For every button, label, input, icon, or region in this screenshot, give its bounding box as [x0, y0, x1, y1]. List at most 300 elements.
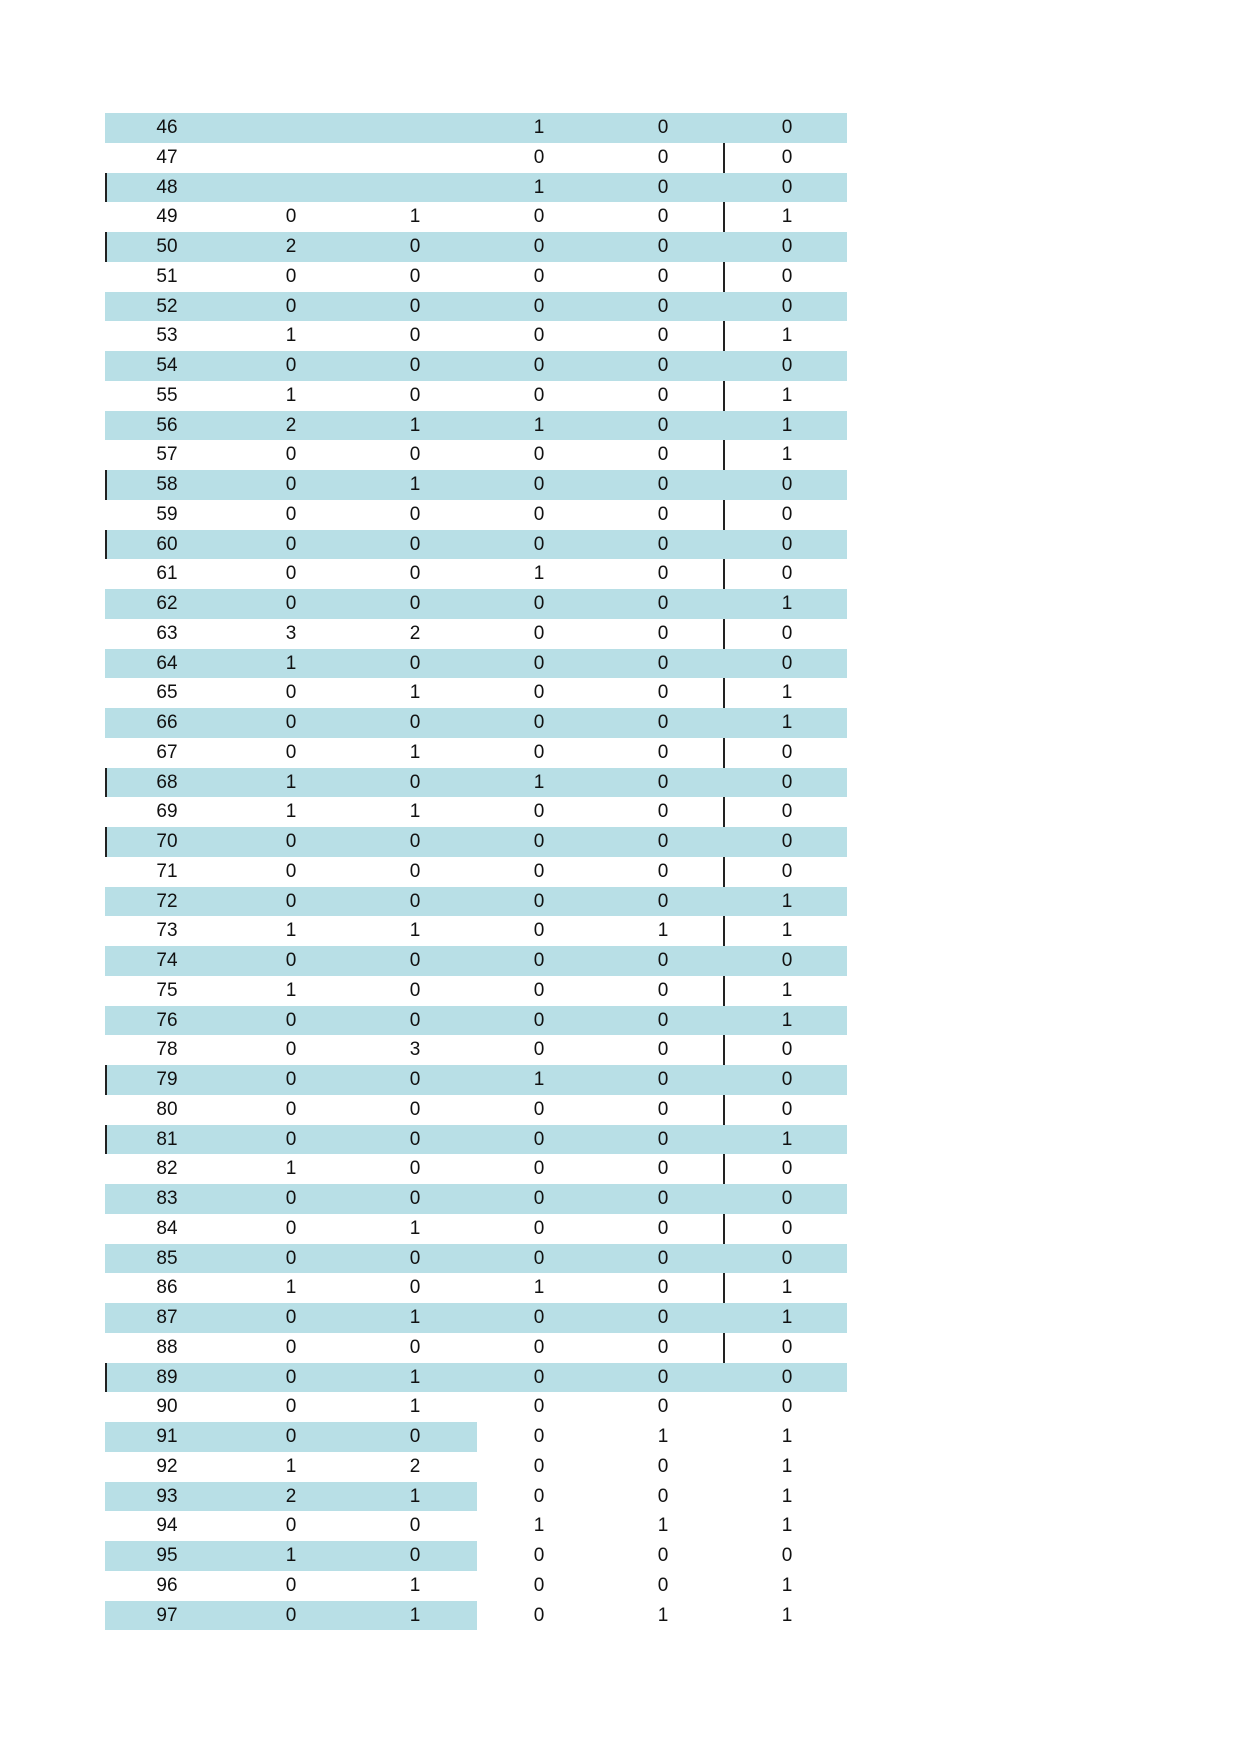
- value-cell: 1: [409, 801, 421, 823]
- value-cell: 0: [533, 1366, 545, 1388]
- row-number-cell: 53: [156, 325, 178, 347]
- table-row: [105, 887, 847, 917]
- table-row: [105, 1035, 847, 1065]
- value-cell: 0: [657, 206, 669, 228]
- value-cell: 0: [657, 1009, 669, 1031]
- value-cell: 0: [533, 593, 545, 614]
- value-cell: 0: [533, 920, 545, 942]
- value-cell: 0: [409, 1009, 421, 1031]
- row-number-cell: 88: [156, 1336, 178, 1358]
- value-cell: 0: [409, 652, 421, 674]
- value-cell: 1: [409, 1574, 421, 1596]
- table-row: [105, 827, 847, 857]
- value-cell: 0: [657, 1455, 669, 1477]
- value-cell: 0: [781, 1336, 793, 1358]
- value-cell: 0: [533, 533, 545, 555]
- value-cell: 1: [409, 414, 421, 436]
- value-cell: 0: [409, 593, 421, 614]
- row-number-cell: 69: [156, 801, 178, 823]
- value-cell: 0: [409, 1277, 421, 1299]
- table-row: [105, 738, 847, 768]
- table-row: [105, 232, 847, 262]
- value-cell: 0: [657, 593, 669, 614]
- value-cell: 0: [781, 355, 793, 376]
- table-row: [105, 768, 847, 798]
- table-row: [105, 262, 847, 292]
- value-cell: 0: [781, 1188, 793, 1209]
- value-cell: 1: [409, 920, 421, 942]
- value-cell: 1: [781, 206, 793, 228]
- value-cell: 0: [409, 563, 421, 585]
- value-cell: 0: [657, 831, 669, 852]
- value-cell: 0: [533, 146, 545, 168]
- value-cell: 0: [533, 741, 545, 763]
- value-cell: 0: [781, 1098, 793, 1120]
- value-cell: 0: [285, 860, 297, 882]
- value-cell: 1: [409, 1604, 421, 1626]
- value-cell: 0: [781, 1396, 793, 1418]
- value-cell: 0: [657, 1039, 669, 1061]
- value-cell: 0: [781, 533, 793, 555]
- value-cell: 0: [657, 652, 669, 674]
- value-cell: 1: [409, 206, 421, 228]
- row-number-cell: 61: [156, 563, 178, 585]
- row-number-cell: 94: [156, 1515, 178, 1537]
- value-cell: 0: [781, 1039, 793, 1061]
- value-cell: 0: [533, 1604, 545, 1626]
- value-cell: 1: [533, 1069, 545, 1090]
- table-row: [105, 292, 847, 322]
- value-cell: 0: [657, 1396, 669, 1418]
- value-cell: 0: [657, 146, 669, 168]
- value-cell: 0: [657, 1366, 669, 1388]
- value-cell: 0: [533, 236, 545, 257]
- value-cell: 0: [657, 1217, 669, 1239]
- value-cell: 0: [285, 1336, 297, 1358]
- value-cell: 0: [533, 831, 545, 852]
- value-cell: 0: [533, 1396, 545, 1418]
- value-cell: 0: [285, 712, 297, 733]
- value-cell: 0: [781, 146, 793, 168]
- value-cell: 0: [409, 1426, 421, 1447]
- value-cell: 0: [285, 533, 297, 555]
- value-cell: 0: [409, 355, 421, 376]
- row-number-cell: 52: [156, 295, 178, 317]
- value-cell: 1: [533, 414, 545, 436]
- value-cell: 0: [657, 682, 669, 704]
- value-cell: 0: [533, 474, 545, 495]
- value-cell: 0: [657, 414, 669, 436]
- value-cell: 0: [533, 712, 545, 733]
- value-cell: 1: [781, 1009, 793, 1031]
- value-cell: 0: [781, 265, 793, 287]
- table-row: [105, 470, 847, 500]
- table-row: [105, 351, 847, 381]
- value-cell: 0: [285, 890, 297, 912]
- value-cell: 0: [657, 533, 669, 555]
- row-number-cell: 93: [156, 1485, 178, 1507]
- table-row: [105, 1125, 847, 1155]
- value-cell: 1: [781, 1455, 793, 1477]
- table-row: [105, 1065, 847, 1095]
- value-cell: 1: [285, 920, 297, 942]
- table-row: [105, 1333, 847, 1363]
- value-cell: 0: [781, 622, 793, 644]
- value-cell: 0: [533, 355, 545, 376]
- table-row: [105, 321, 847, 351]
- value-cell: 0: [409, 890, 421, 912]
- row-number-cell: 89: [156, 1366, 178, 1388]
- value-cell: 1: [285, 771, 297, 793]
- row-number-cell: 64: [156, 652, 178, 674]
- value-cell: 2: [409, 622, 421, 644]
- value-cell: [353, 113, 477, 143]
- value-cell: 1: [781, 979, 793, 1001]
- row-number-cell: 70: [156, 831, 178, 852]
- value-cell: 1: [533, 176, 545, 198]
- value-cell: 0: [533, 1098, 545, 1120]
- value-cell: 0: [409, 950, 421, 971]
- value-cell: 1: [285, 1158, 297, 1180]
- value-cell: 0: [409, 236, 421, 257]
- table-row: [105, 797, 847, 827]
- value-cell: 0: [285, 206, 297, 228]
- value-cell: 0: [285, 1069, 297, 1090]
- value-cell: 0: [657, 950, 669, 971]
- row-number-cell: 91: [156, 1426, 178, 1447]
- table-row: [105, 440, 847, 470]
- value-cell: 0: [657, 1277, 669, 1299]
- value-cell: 1: [533, 1515, 545, 1537]
- value-cell: 0: [657, 1574, 669, 1596]
- row-number-cell: 58: [156, 474, 178, 495]
- value-cell: 1: [781, 1307, 793, 1328]
- row-number-cell: 85: [156, 1247, 178, 1269]
- value-cell: 0: [533, 325, 545, 347]
- value-cell: 0: [781, 176, 793, 198]
- value-cell: 0: [533, 1247, 545, 1269]
- value-cell: 0: [657, 117, 669, 138]
- value-cell: 0: [533, 1485, 545, 1507]
- value-cell: 0: [781, 801, 793, 823]
- value-cell: 0: [781, 117, 793, 138]
- value-cell: 1: [781, 1277, 793, 1299]
- table-row: [105, 1363, 847, 1393]
- value-cell: 0: [285, 1039, 297, 1061]
- value-cell: 0: [409, 1336, 421, 1358]
- value-cell: 1: [285, 1545, 297, 1566]
- value-cell: 0: [657, 236, 669, 257]
- table-row: [105, 143, 847, 173]
- value-cell: 0: [657, 474, 669, 495]
- table-row: [105, 381, 847, 411]
- row-number-cell: 79: [156, 1069, 178, 1090]
- row-number-cell: 54: [156, 355, 178, 376]
- value-cell: [353, 143, 477, 173]
- value-cell: 2: [285, 236, 297, 257]
- value-cell: 1: [781, 712, 793, 733]
- row-number-cell: 50: [156, 236, 178, 257]
- row-number-cell: 68: [156, 771, 178, 793]
- value-cell: 1: [657, 1515, 669, 1537]
- value-cell: 0: [285, 1247, 297, 1269]
- table-row: [105, 1303, 847, 1333]
- value-cell: 0: [533, 1039, 545, 1061]
- value-cell: 0: [533, 801, 545, 823]
- table-row: [105, 649, 847, 679]
- value-cell: 0: [533, 890, 545, 912]
- value-cell: 1: [781, 1604, 793, 1626]
- row-number-cell: 72: [156, 890, 178, 912]
- value-cell: 0: [781, 831, 793, 852]
- value-cell: 1: [781, 682, 793, 704]
- value-cell: 0: [533, 682, 545, 704]
- value-cell: 0: [409, 533, 421, 555]
- value-cell: 1: [533, 771, 545, 793]
- table-row: [105, 1452, 847, 1482]
- value-cell: 0: [657, 503, 669, 525]
- table-row: [105, 411, 847, 441]
- value-cell: 0: [533, 1128, 545, 1150]
- row-number-cell: 90: [156, 1396, 178, 1418]
- value-cell: 0: [533, 503, 545, 525]
- value-cell: 0: [409, 503, 421, 525]
- row-number-cell: 82: [156, 1158, 178, 1180]
- value-cell: 0: [409, 295, 421, 317]
- table-row: [105, 1601, 847, 1631]
- value-cell: 0: [781, 1158, 793, 1180]
- value-cell: 0: [533, 1455, 545, 1477]
- value-cell: 1: [781, 1426, 793, 1447]
- value-cell: 1: [657, 1604, 669, 1626]
- value-cell: 0: [533, 860, 545, 882]
- row-number-cell: 80: [156, 1098, 178, 1120]
- value-cell: 0: [409, 979, 421, 1001]
- value-cell: 0: [657, 1069, 669, 1090]
- value-cell: 1: [781, 1574, 793, 1596]
- value-cell: 0: [533, 1217, 545, 1239]
- row-number-cell: 83: [156, 1188, 178, 1209]
- value-cell: 0: [285, 295, 297, 317]
- value-cell: 0: [657, 295, 669, 317]
- value-cell: 1: [409, 1217, 421, 1239]
- row-number-cell: 47: [156, 146, 178, 168]
- row-number-cell: 81: [156, 1128, 178, 1150]
- value-cell: 0: [781, 741, 793, 763]
- value-cell: 0: [285, 1574, 297, 1596]
- value-cell: 0: [285, 1515, 297, 1537]
- value-cell: 1: [409, 474, 421, 495]
- value-cell: 0: [285, 831, 297, 852]
- value-cell: 1: [781, 593, 793, 614]
- value-cell: 0: [285, 474, 297, 495]
- value-cell: 0: [781, 1217, 793, 1239]
- value-cell: 1: [285, 801, 297, 823]
- value-cell: 1: [781, 1485, 793, 1507]
- row-number-cell: 71: [156, 860, 178, 882]
- value-cell: 0: [781, 563, 793, 585]
- value-cell: 0: [285, 1098, 297, 1120]
- row-number-cell: 60: [156, 533, 178, 555]
- table-row: [105, 1511, 847, 1541]
- row-number-cell: 65: [156, 682, 178, 704]
- value-cell: 0: [285, 682, 297, 704]
- table-row: [105, 1571, 847, 1601]
- table-row: [105, 113, 847, 143]
- value-cell: 0: [657, 384, 669, 406]
- value-cell: 0: [657, 1098, 669, 1120]
- value-cell: 0: [409, 1069, 421, 1090]
- value-cell: 1: [285, 1277, 297, 1299]
- row-number-cell: 86: [156, 1277, 178, 1299]
- row-number-cell: 66: [156, 712, 178, 733]
- value-cell: 1: [781, 920, 793, 942]
- table-row: [105, 857, 847, 887]
- value-cell: 1: [781, 1128, 793, 1150]
- value-cell: 0: [781, 474, 793, 495]
- table-row: [105, 589, 847, 619]
- value-cell: 2: [409, 1455, 421, 1477]
- row-number-cell: 87: [156, 1307, 178, 1328]
- value-cell: 1: [781, 384, 793, 406]
- value-cell: 0: [409, 831, 421, 852]
- value-cell: 0: [409, 1247, 421, 1269]
- value-cell: 0: [409, 325, 421, 347]
- value-cell: 0: [657, 622, 669, 644]
- value-cell: 0: [781, 295, 793, 317]
- value-cell: 0: [657, 801, 669, 823]
- value-cell: 0: [533, 1188, 545, 1209]
- value-cell: 0: [533, 979, 545, 1001]
- value-cell: 1: [657, 920, 669, 942]
- value-cell: 1: [285, 979, 297, 1001]
- value-cell: 0: [533, 622, 545, 644]
- value-cell: 0: [409, 444, 421, 466]
- value-cell: 0: [285, 593, 297, 614]
- value-cell: 0: [657, 741, 669, 763]
- value-cell: 0: [657, 444, 669, 466]
- table-row: [105, 678, 847, 708]
- table-row: [105, 1273, 847, 1303]
- value-cell: 0: [409, 1188, 421, 1209]
- value-cell: 0: [533, 265, 545, 287]
- value-cell: 0: [781, 236, 793, 257]
- value-cell: 0: [409, 771, 421, 793]
- value-cell: 0: [285, 355, 297, 376]
- value-cell: 0: [285, 950, 297, 971]
- value-cell: 0: [533, 1009, 545, 1031]
- value-cell: 1: [409, 1485, 421, 1507]
- value-cell: 0: [657, 1336, 669, 1358]
- table-row: [105, 946, 847, 976]
- value-cell: 0: [533, 444, 545, 466]
- table-row: [105, 619, 847, 649]
- value-cell: 0: [781, 652, 793, 674]
- value-cell: 2: [285, 1485, 297, 1507]
- value-cell: 0: [285, 1217, 297, 1239]
- table-row: [105, 1095, 847, 1125]
- value-cell: 0: [781, 1545, 793, 1566]
- value-cell: 0: [533, 295, 545, 317]
- value-cell: 1: [409, 682, 421, 704]
- value-cell: 0: [657, 1307, 669, 1328]
- value-cell: 0: [285, 1426, 297, 1447]
- value-cell: 0: [409, 1098, 421, 1120]
- row-number-cell: 49: [156, 206, 178, 228]
- value-cell: 1: [409, 1396, 421, 1418]
- value-cell: 0: [409, 384, 421, 406]
- row-number-cell: 97: [156, 1604, 178, 1626]
- value-cell: 0: [285, 741, 297, 763]
- row-number-cell: 51: [156, 265, 178, 287]
- row-number-cell: 92: [156, 1455, 178, 1477]
- value-cell: 0: [285, 503, 297, 525]
- value-cell: 0: [657, 771, 669, 793]
- row-number-cell: 55: [156, 384, 178, 406]
- value-cell: 1: [533, 117, 545, 138]
- value-cell: 0: [657, 355, 669, 376]
- row-number-cell: 78: [156, 1039, 178, 1061]
- value-cell: 0: [657, 860, 669, 882]
- row-number-cell: 46: [156, 117, 178, 138]
- row-number-cell: 73: [156, 920, 178, 942]
- value-cell: 0: [285, 444, 297, 466]
- row-number-cell: 63: [156, 622, 178, 644]
- row-number-cell: 95: [156, 1545, 178, 1566]
- value-cell: [353, 173, 477, 203]
- value-cell: 0: [285, 1396, 297, 1418]
- row-number-cell: 62: [156, 593, 178, 614]
- value-cell: 0: [533, 652, 545, 674]
- value-cell: 0: [657, 563, 669, 585]
- value-cell: [229, 113, 353, 143]
- value-cell: 0: [285, 1604, 297, 1626]
- table-row: [105, 1154, 847, 1184]
- value-cell: 0: [285, 1307, 297, 1328]
- value-cell: 0: [533, 384, 545, 406]
- value-cell: 0: [409, 860, 421, 882]
- value-cell: 1: [781, 414, 793, 436]
- value-cell: 0: [409, 1158, 421, 1180]
- value-cell: 1: [657, 1426, 669, 1447]
- value-cell: 1: [285, 652, 297, 674]
- value-cell: 0: [781, 1366, 793, 1388]
- value-cell: 0: [781, 950, 793, 971]
- value-cell: 0: [657, 265, 669, 287]
- value-cell: 0: [781, 1247, 793, 1269]
- value-cell: 0: [285, 563, 297, 585]
- value-cell: 0: [533, 1426, 545, 1447]
- value-cell: 0: [285, 1366, 297, 1388]
- value-cell: 1: [409, 1307, 421, 1328]
- value-cell: 0: [781, 771, 793, 793]
- row-number-cell: 56: [156, 414, 178, 436]
- value-cell: 0: [285, 265, 297, 287]
- value-cell: 0: [409, 1545, 421, 1566]
- value-cell: 0: [409, 265, 421, 287]
- value-cell: 0: [409, 1515, 421, 1537]
- value-cell: 0: [285, 1188, 297, 1209]
- value-cell: 0: [657, 1128, 669, 1150]
- value-cell: 1: [533, 563, 545, 585]
- value-cell: 1: [781, 444, 793, 466]
- row-number-cell: 67: [156, 741, 178, 763]
- value-cell: 0: [657, 1545, 669, 1566]
- row-number-cell: 59: [156, 503, 178, 525]
- value-cell: 0: [657, 176, 669, 198]
- value-cell: 0: [533, 1336, 545, 1358]
- value-cell: 2: [285, 414, 297, 436]
